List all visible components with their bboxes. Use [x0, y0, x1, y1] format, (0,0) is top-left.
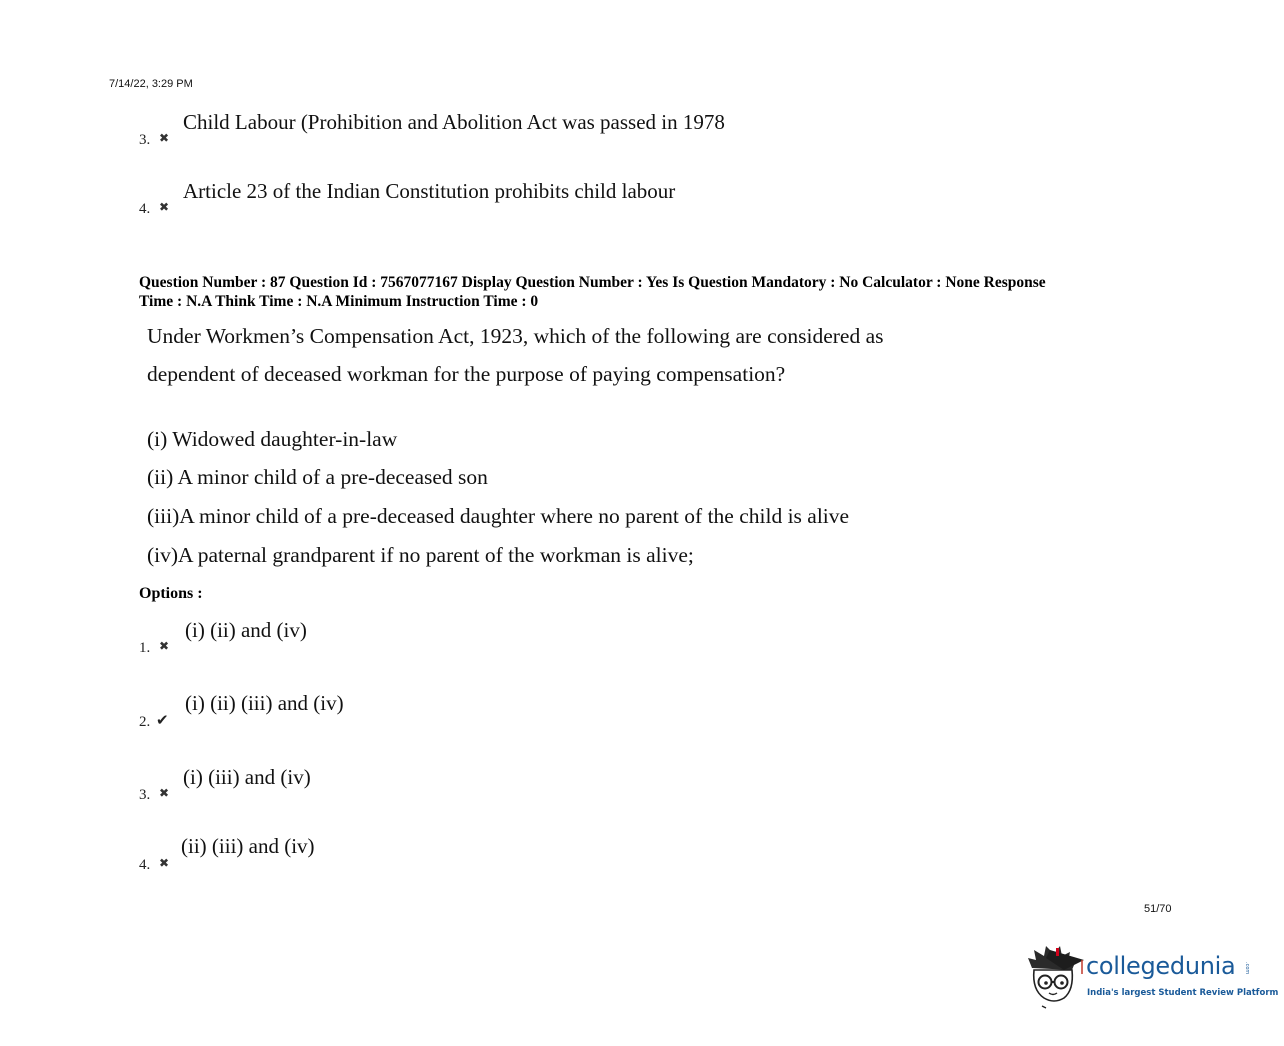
brand-tagline: India's largest Student Review Platform	[1087, 988, 1279, 998]
page-number: 51/70	[1144, 903, 1172, 915]
question-metadata-line-2: Time : N.A Think Time : N.A Minimum Instruction Time : 0	[139, 293, 539, 310]
option-2-number: 2.	[139, 714, 151, 730]
prev-option-4-number: 4.	[139, 201, 151, 217]
statement-iv: (iv)A paternal grandparent if no parent of the workman is alive;	[147, 543, 694, 567]
cross-icon: ✖	[159, 856, 170, 870]
question-metadata-line-1: Question Number : 87 Question Id : 7567077167 Display Question Number : Yes Is Question Mandatory : No Calculator : None Response	[139, 274, 1046, 291]
question-stem-line-1: Under Workmen’s Compensation Act, 1923, which of the following are considered as	[147, 324, 884, 348]
option-3-text: (i) (iii) and (iv)	[183, 765, 311, 789]
option-4-text: (ii) (iii) and (iv)	[181, 834, 315, 858]
print-timestamp: 7/14/22, 3:29 PM	[109, 78, 193, 90]
prev-option-4-text: Article 23 of the Indian Constitution prohibits child labour	[183, 179, 676, 203]
question-stem-line-2: dependent of deceased workman for the purpose of paying compensation?	[147, 362, 786, 386]
options-label: Options :	[139, 585, 203, 602]
option-1-text: (i) (ii) and (iv)	[185, 618, 307, 642]
cross-icon: ✖	[159, 639, 170, 653]
prev-option-3-text: Child Labour (Prohibition and Abolition Act was passed in 1978	[183, 110, 725, 134]
cross-icon: ✖	[159, 786, 170, 800]
check-icon: ✔	[156, 713, 169, 729]
statement-i: (i) Widowed daughter-in-law	[147, 427, 398, 451]
option-4-number: 4.	[139, 857, 151, 873]
statement-iii: (iii)A minor child of a pre-deceased daughter where no parent of the child is alive	[147, 504, 850, 528]
question-metadata	[139, 273, 1169, 311]
cross-icon: ✖	[159, 200, 170, 214]
option-2-text: (i) (ii) (iii) and (iv)	[185, 691, 344, 715]
statement-ii: (ii) A minor child of a pre-deceased son	[147, 465, 488, 489]
brand-name: collegedunia	[1086, 952, 1236, 980]
option-3-number: 3.	[139, 787, 151, 803]
prev-option-3-number: 3.	[139, 132, 151, 148]
cross-icon: ✖	[159, 131, 170, 145]
mascot-icon	[1024, 940, 1086, 1012]
option-1-number: 1.	[139, 640, 151, 656]
brand-domain-suffix: .com	[1244, 962, 1250, 975]
